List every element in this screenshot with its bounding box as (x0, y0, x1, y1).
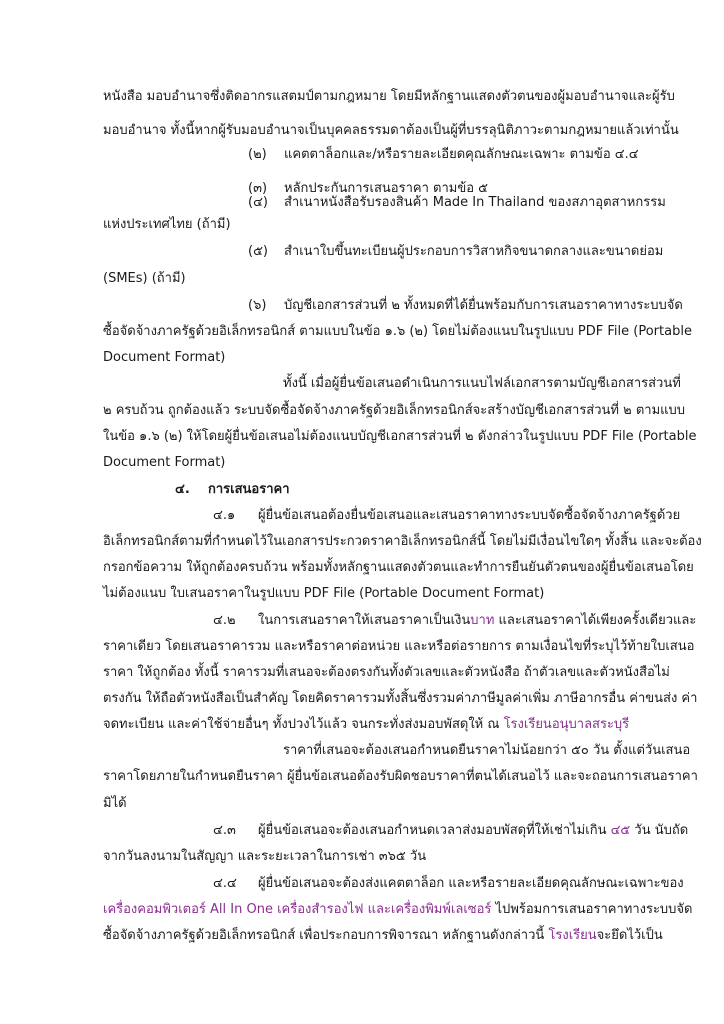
item-text: หลักประกันการเสนอราคา ตามข้อ ๕ (284, 181, 488, 196)
item-number: (๕) (248, 244, 268, 259)
item-continuation: Document Format) (103, 350, 226, 365)
clause-number: ๔.๔ (213, 876, 237, 891)
clause-line: ผู้ยื่นข้อเสนอต้องยื่นข้อเสนอและเสนอราคาทางระบบจัดซื้อจัดจ้างภาครัฐด้วย (258, 508, 681, 523)
section-number: ๔. (175, 482, 190, 497)
item-text: สำเนาหนังสือรับรองสินค้า Made In Thailand ของสภาอุตสาหกรรม (284, 195, 666, 210)
clause-line: ราคาโดยภายในกำหนดยืนราคา ผู้ยื่นข้อเสนอต้องรับผิดชอบราคาที่ตนได้เสนอไว้ และจะถอนการเสนอราคา (103, 769, 698, 784)
section-title: การเสนอราคา (208, 482, 290, 497)
currency-highlight: บาท (470, 613, 495, 628)
item-number: (๒) (248, 147, 267, 162)
clause-text: จะยึดไว้เป็น (596, 928, 663, 943)
clause-text: และเสนอราคาได้เพียงครั้งเดียวและ (494, 613, 697, 628)
clause-number: ๔.๒ (213, 613, 236, 628)
days-highlight: ๔๕ (610, 823, 631, 838)
clause-line: อิเล็กทรอนิกส์ตามที่กำหนดไว้ในเอกสารประกวดราคาอิเล็กทรอนิกส์นี้ โดยไม่มีเงื่อนไขใดๆ ทั้งสิ้น และจะต้อง (103, 534, 702, 549)
item-continuation: ซื้อจัดจ้างภาครัฐด้วยอิเล็กทรอนิกส์ ตามแบบในข้อ ๑.๖ (๒) โดยไม่ต้องแนบในรูปแบบ PDF File (Portable (103, 324, 692, 339)
item-number: (๔) (248, 195, 268, 210)
clause-line: จากวันลงนามในสัญญา และระยะเวลาในการเช่า ๓๖๕ วัน (103, 849, 427, 864)
clause-text: วัน นับถัด (630, 823, 689, 838)
clause-line: ราคาที่เสนอจะต้องเสนอกำหนดยืนราคาไม่น้อยกว่า ๕๐ วัน ตั้งแต่วันเสนอ (283, 743, 691, 758)
clause-line (103, 716, 629, 734)
item-continuation: (SMEs) (ถ้ามี) (103, 271, 186, 286)
note-line: ในข้อ ๑.๖ (๒) ให้โดยผู้ยื่นข้อเสนอไม่ต้องแนบบัญชีเอกสารส่วนที่ ๒ ดังกล่าวในรูปแบบ PDF File (Portable (103, 429, 697, 444)
item-number: (๓) (248, 181, 268, 196)
clause-number: ๔.๓ (213, 823, 236, 838)
note-line: ทั้งนี้ เมื่อผู้ยื่นข้อเสนอดำเนินการแนบไฟล์เอกสารตามบัญชีเอกสารส่วนที่ (283, 376, 681, 391)
item-text: สำเนาใบขึ้นทะเบียนผู้ประกอบการวิสาหกิจขนาดกลางและขนาดย่อม (284, 244, 664, 259)
item-continuation: แห่งประเทศไทย (ถ้ามี) (103, 217, 231, 232)
clause-line: มิได้ (103, 796, 127, 811)
clause-line: กรอกข้อความ ให้ถูกต้องครบถ้วน พร้อมทั้งหลักฐานแสดงตัวตนและทำการยืนยันตัวตนของผู้ยื่นข้อเสนอโดย (103, 560, 694, 575)
equipment-highlight: เครื่องคอมพิวเตอร์ All In One เครื่องสำรองไฟ และเครื่องพิมพ์เลเซอร์ (103, 902, 492, 917)
item-number: (๖) (248, 298, 267, 313)
paragraph-line: หนังสือ มอบอำนาจซึ่งติดอากรแสตมป์ตามกฎหมาย โดยมีหลักฐานแสดงตัวตนของผู้มอบอำนาจและผู้รับ (103, 89, 675, 104)
clause-line (258, 822, 688, 840)
clause-line (258, 612, 696, 630)
clause-text: ซื้อจัดจ้างภาครัฐด้วยอิเล็กทรอนิกส์ เพื่อประกอบการพิจารณา หลักฐานดังกล่าวนี้ (103, 928, 549, 943)
clause-number: ๔.๑ (213, 508, 236, 523)
clause-text: ผู้ยื่นข้อเสนอจะต้องเสนอกำหนดเวลาส่งมอบพัสดุที่ให้เช่าไม่เกิน (258, 823, 611, 838)
paragraph-line: มอบอำนาจ ทั้งนี้หากผู้รับมอบอำนาจเป็นบุคคลธรรมดาต้องเป็นผู้ที่บรรลุนิติภาวะตามกฎหมายแล้วเท่านั้น (103, 123, 679, 138)
note-line: ๒ ครบถ้วน ถูกต้องแล้ว ระบบจัดซื้อจัดจ้างภาครัฐด้วยอิเล็กทรอนิกส์จะสร้างบัญชีเอกสารส่วนที่ ๒ ตามแบบ (103, 403, 686, 418)
clause-line (103, 927, 663, 945)
clause-text: ไปพร้อมการเสนอราคาทางระบบจัด (491, 902, 693, 917)
clause-line (103, 901, 693, 919)
clause-text: ในการเสนอราคาให้เสนอราคาเป็นเงิน (258, 613, 471, 628)
clause-line: ราคาเดียว โดยเสนอราคารวม และหรือราคาต่อหน่วย และหรือต่อรายการ ตามเงื่อนไขที่ระบุไว้ท้ายใบเสนอ (103, 639, 695, 654)
school-name-highlight: โรงเรียนอนุบาลสระบุรี (503, 717, 630, 732)
clause-line: ผู้ยื่นข้อเสนอจะต้องส่งแคตตาล็อก และหรือรายละเอียดคุณลักษณะเฉพาะของ (258, 876, 684, 891)
clause-line: ไม่ต้องแนบ ใบเสนอราคาในรูปแบบ PDF File (Portable Document Format) (103, 586, 545, 601)
clause-line: ราคา ให้ถูกต้อง ทั้งนี้ ราคารวมที่เสนอจะต้องตรงกันทั้งตัวเลขและตัวหนังสือ ถ้าตัวเลขและตัวหนังสือไม่ (103, 665, 670, 680)
clause-text: จดทะเบียน และค่าใช้จ่ายอื่นๆ ทั้งปวงไว้แล้ว จนกระทั่งส่งมอบพัสดุให้ ณ (103, 717, 504, 732)
item-text: แคตตาล็อกและ/หรือรายละเอียดคุณลักษณะเฉพาะ ตามข้อ ๔.๔ (284, 147, 639, 162)
school-highlight: โรงเรียน (548, 928, 597, 943)
clause-line: ตรงกัน ให้ถือตัวหนังสือเป็นสำคัญ โดยคิดราคารวมทั้งสิ้นซึ่งรวมค่าภาษีมูลค่าเพิ่ม ภาษีอากรอื่น ค่าขนส่ง ค่า (103, 691, 698, 706)
item-text: บัญชีเอกสารส่วนที่ ๒ ทั้งหมดที่ได้ยื่นพร้อมกับการเสนอราคาทางระบบจัด (284, 298, 683, 313)
note-line: Document Format) (103, 455, 226, 470)
